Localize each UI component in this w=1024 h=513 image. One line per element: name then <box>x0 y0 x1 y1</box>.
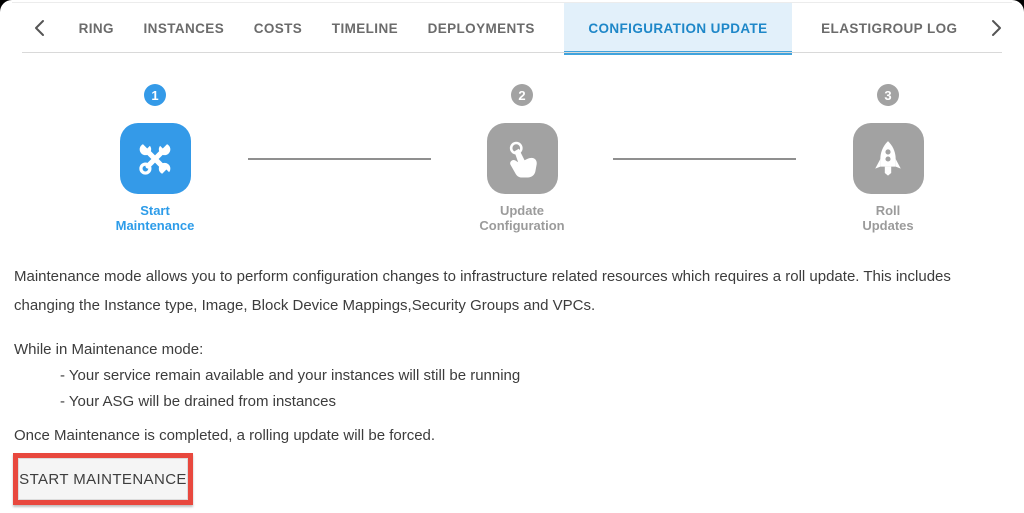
step-number-badge: 1 <box>144 84 166 106</box>
tab-timeline[interactable]: TIMELINE <box>331 20 398 36</box>
tab-instances[interactable]: INSTANCES <box>143 20 225 36</box>
scroll-right-icon[interactable] <box>987 15 1006 41</box>
rocket-icon <box>853 123 924 194</box>
while-in-maintenance-heading: While in Maintenance mode: <box>14 341 204 358</box>
step-label: Update Configuration <box>479 203 565 233</box>
step-label: Roll Updates <box>862 203 914 233</box>
wrench-tools-icon <box>120 123 191 194</box>
tab-costs[interactable]: COSTS <box>253 20 303 36</box>
step-connector-2 <box>613 158 796 160</box>
tab-elastigroup-log[interactable]: ELASTIGROUP LOG <box>821 20 958 36</box>
step-connector-1 <box>248 158 431 160</box>
maintenance-description: Maintenance mode allows you to perform configuration changes to infrastructure related resources which requires a roll update. This includes changing the Instance type, Image, Block Device Mappings,Security Groups and VPCs. <box>14 268 951 314</box>
step-number-badge: 3 <box>877 84 899 106</box>
tab-deployments[interactable]: DEPLOYMENTS <box>427 20 535 36</box>
step-label: Start Maintenance <box>115 203 195 233</box>
maintenance-completed-note: Once Maintenance is completed, a rolling update will be forced. <box>14 427 436 444</box>
tab-bar-divider <box>22 52 1002 53</box>
red-annotation-box <box>13 453 193 505</box>
step-roll-updates <box>813 84 963 233</box>
tab-configuration-update[interactable]: CONFIGURATION UPDATE <box>564 3 791 53</box>
tab-ring[interactable]: RING <box>78 20 114 36</box>
tab-bar <box>0 3 1024 53</box>
maintenance-bullet-2: - Your ASG will be drained from instances <box>60 393 336 410</box>
step-number-badge: 2 <box>511 84 533 106</box>
window-corner-top-right <box>1012 0 1024 12</box>
start-maintenance-button[interactable]: START MAINTENANCE <box>18 458 188 500</box>
tap-hand-icon <box>487 123 558 194</box>
window-corner-top-left <box>0 0 12 12</box>
maintenance-bullet-1: - Your service remain available and your instances will still be running <box>60 367 521 384</box>
step-start-maintenance <box>80 84 230 233</box>
step-update-configuration <box>447 84 597 233</box>
scroll-left-icon[interactable] <box>30 15 49 41</box>
